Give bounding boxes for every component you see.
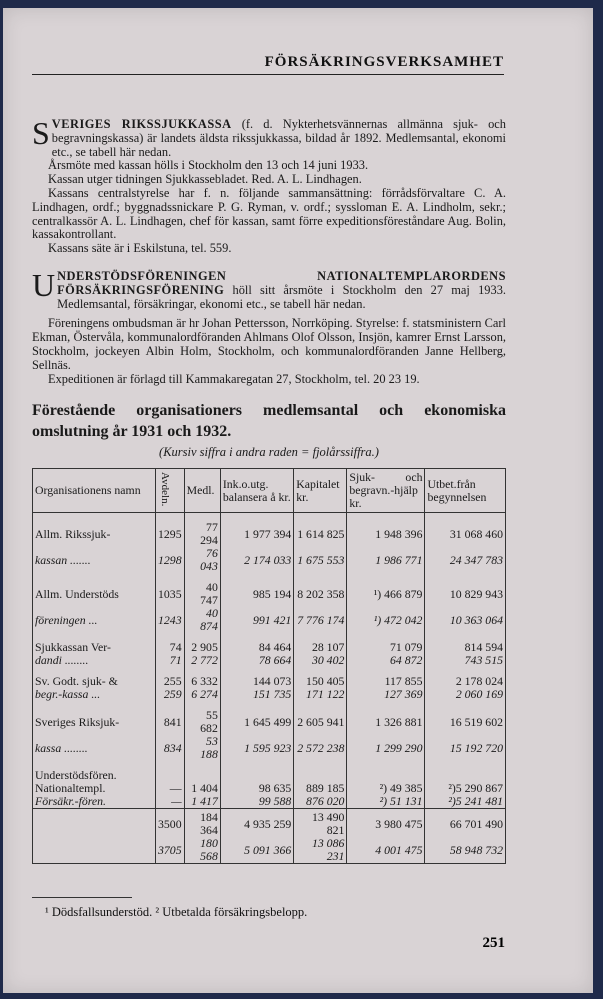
table-cell: 259 — [156, 688, 185, 701]
table-cell: 10 829 943 — [425, 573, 506, 607]
table-cell — [33, 809, 156, 838]
col-header: Medl. — [184, 469, 220, 513]
table-cell: 10 363 064 — [425, 607, 506, 633]
table-cell: 889 185 — [294, 782, 347, 795]
table-cell: 184 364 — [184, 809, 220, 838]
table-cell — [220, 761, 293, 782]
table-cell: 127 369 — [347, 688, 425, 701]
table-cell: 2 572 238 — [294, 735, 347, 761]
table-cell: 1 326 881 — [347, 701, 425, 735]
table-row — [33, 654, 506, 667]
table-cell: 16 519 602 — [425, 701, 506, 735]
table-cell: 151 735 — [220, 688, 293, 701]
table-cell: 58 948 732 — [425, 837, 506, 864]
table-cell: 814 594 — [425, 633, 506, 654]
table-cell: 1 404 — [184, 782, 220, 795]
table-row — [33, 761, 506, 782]
section1-p5: Kassans säte är i Eskilstuna, tel. 559. — [48, 241, 232, 256]
table-cell: 24 347 783 — [425, 547, 506, 573]
table-cell: 1 645 499 — [220, 701, 293, 735]
section2-text: höll sitt årsmöte i Stockholm den 27 maj 1933. Medlemsantal, försäkringar, ekonomi etc., se tabell här nedan. — [57, 282, 506, 311]
table-cell: 1 675 553 — [294, 547, 347, 573]
table-row — [33, 633, 506, 654]
section1-p2: Årsmöte med kassan hölls i Stockholm den 13 och 14 juni 1933. — [48, 158, 369, 173]
table-cell: kassan ....... — [33, 547, 156, 573]
table-cell: 30 402 — [294, 654, 347, 667]
table-cell: dandi ........ — [33, 654, 156, 667]
table-cell: 117 855 — [347, 667, 425, 688]
table-cell: 99 588 — [220, 795, 293, 809]
table-cell: 13 086 231 — [294, 837, 347, 864]
total-row — [33, 809, 506, 838]
table-row — [33, 688, 506, 701]
table-cell — [294, 761, 347, 782]
table-cell: 76 043 — [184, 547, 220, 573]
section2-heading: NDERSTÖDSFÖRENINGEN NATIONALTEMPLARORDENS FÖRSÄKRINGSFÖRENING — [57, 268, 506, 297]
table-cell: 144 073 — [220, 667, 293, 688]
table-cell: 991 421 — [220, 607, 293, 633]
footnotes: ¹ Dödsfallsunderstöd. ² Utbetalda försäkringsbelopp. — [45, 905, 308, 919]
total-row — [33, 837, 506, 864]
table-cell: 31 068 460 — [425, 513, 506, 548]
table-cell: 77 294 — [184, 513, 220, 548]
table-cell: 40 747 — [184, 573, 220, 607]
header-title: FÖRSÄKRINGSVERKSAMHET — [264, 54, 504, 70]
table-cell: Allm. Rikssjuk- — [33, 513, 156, 548]
table-cell: Sveriges Riksjuk- — [33, 701, 156, 735]
table-cell — [33, 837, 156, 864]
table-cell: 2 772 — [184, 654, 220, 667]
table-cell: 4 935 259 — [220, 809, 293, 838]
table-cell: 171 122 — [294, 688, 347, 701]
table-cell: 7 776 174 — [294, 607, 347, 633]
table-cell: 3500 — [156, 809, 185, 838]
table-cell: Försäkr.-fören. — [33, 795, 156, 809]
table-cell: 1 986 771 — [347, 547, 425, 573]
table-cell: 4 001 475 — [347, 837, 425, 864]
table-cell: 55 682 — [184, 701, 220, 735]
table-row — [33, 701, 506, 735]
table-cell: 15 192 720 — [425, 735, 506, 761]
table-cell: 5 091 366 — [220, 837, 293, 864]
table-cell: 98 635 — [220, 782, 293, 795]
table-cell: ¹) 466 879 — [347, 573, 425, 607]
table-cell: 180 568 — [184, 837, 220, 864]
section2-p2: Föreningens ombudsman är hr Johan Pettersson, Norrköping. Styrelse: f. statsministern Carl Ekman, Östervåla, kommunalordföranden Ahlmans Olof Olsson, Insjön, kamrer Ernst Larsson, Stockholm, jockeyen Albin Holm, Stockholm, och kommunalordföranden Janne Hellberg, Sellnäs. — [32, 316, 506, 372]
table-cell: 2 060 169 — [425, 688, 506, 701]
table-cell: — — [156, 795, 185, 809]
col-header: Sjuk- och begravn.-hjälp kr. — [347, 469, 425, 513]
table-cell: 2 174 033 — [220, 547, 293, 573]
table-cell: ¹) 472 042 — [347, 607, 425, 633]
table-cell: begr.-kassa ... — [33, 688, 156, 701]
table-row — [33, 547, 506, 573]
section1-p3: Kassan utger tidningen Sjukkassebladet. Red. A. L. Lindhagen. — [48, 172, 362, 187]
table-cell: 1 977 394 — [220, 513, 293, 548]
table-cell: 1035 — [156, 573, 185, 607]
statistics-table — [32, 468, 506, 864]
footnote-rule — [32, 897, 132, 898]
table-row — [33, 735, 506, 761]
table-cell: 1 299 290 — [347, 735, 425, 761]
table-cell: Sv. Godt. sjuk- & — [33, 667, 156, 688]
drop-cap-2: U — [32, 266, 56, 303]
table-cell: Understödsfören. — [33, 761, 156, 782]
table-cell: 1 948 396 — [347, 513, 425, 548]
table-body — [33, 513, 506, 864]
running-header — [32, 54, 504, 75]
section1-heading: VERIGES RIKSSJUKKASSA — [51, 117, 232, 131]
table-cell: 28 107 — [294, 633, 347, 654]
table-row — [33, 513, 506, 548]
table-cell: Nationaltempl. — [33, 782, 156, 795]
table-cell: 1 417 — [184, 795, 220, 809]
table-row — [33, 573, 506, 607]
table-cell: 1243 — [156, 607, 185, 633]
table-cell: 3705 — [156, 837, 185, 864]
table-cell: ²) 51 131 — [347, 795, 425, 809]
table-cell: 841 — [156, 701, 185, 735]
table-cell: 985 194 — [220, 573, 293, 607]
page-number: 251 — [482, 935, 505, 951]
col-header: Kapitalet kr. — [294, 469, 347, 513]
table-cell: 255 — [156, 667, 185, 688]
table-cell: 8 202 358 — [294, 573, 347, 607]
table-cell: 64 872 — [347, 654, 425, 667]
table-cell: 6 274 — [184, 688, 220, 701]
main-text — [32, 115, 506, 864]
table-cell: föreningen ... — [33, 607, 156, 633]
table-cell: 78 664 — [220, 654, 293, 667]
col-header: Ink.o.utg. balansera å kr. — [220, 469, 293, 513]
table-cell: 2 605 941 — [294, 701, 347, 735]
section1-p4: Kassans centralstyrelse har f. n. följande sammansättning: förrådsförvaltare C. A. Lindhagen, ordf.; byggnadssnickare P. G. Ryman, v. ordf.; syssloman E. A. Lindholm, sekr.; centralkassör A. L. Lindhagen, chef för kassan, samt förre expeditionsföreståndare Aug. Bolin, kassakontrollant. — [32, 185, 506, 242]
table-cell: 1 595 923 — [220, 735, 293, 761]
table-cell: 53 188 — [184, 735, 220, 761]
table-cell: 6 332 — [184, 667, 220, 688]
table-cell: kassa ........ — [33, 735, 156, 761]
table-header-row — [33, 469, 506, 513]
table-cell: 3 980 475 — [347, 809, 425, 838]
table-cell — [347, 761, 425, 782]
table-cell: 71 079 — [347, 633, 425, 654]
table-cell: 1295 — [156, 513, 185, 548]
table-cell: 2 178 024 — [425, 667, 506, 688]
table-subtitle: (Kursiv siffra i andra raden = fjolårssiffra.) — [159, 445, 379, 460]
table-cell — [425, 761, 506, 782]
table-cell: ²) 49 385 — [347, 782, 425, 795]
table-cell: 1298 — [156, 547, 185, 573]
table-cell: 71 — [156, 654, 185, 667]
section2-p1 — [32, 266, 506, 311]
section1-p1 — [32, 115, 506, 159]
table-cell: Sjukkassan Ver- — [33, 633, 156, 654]
table-cell — [156, 761, 185, 782]
col-header-vertical: Avdeln. — [159, 471, 171, 507]
table-cell: ²)5 290 867 — [425, 782, 506, 795]
table-cell: 13 490 821 — [294, 809, 347, 838]
section1-text: (f. d. Nykterhetsvännernas allmänna sjuk- och begravningskassa) är landets äldsta rikssjukkassa, bildad år 1892. Medlemsantal, ekonomi etc., se tabell här nedan. — [51, 117, 506, 159]
col-header — [156, 469, 185, 513]
table-cell: — — [156, 782, 185, 795]
table-cell: 150 405 — [294, 667, 347, 688]
table-cell: 74 — [156, 633, 185, 654]
table-cell: 834 — [156, 735, 185, 761]
table-cell — [184, 761, 220, 782]
table-cell: 743 515 — [425, 654, 506, 667]
section2-p3: Expeditionen är förlagd till Kammakaregatan 27, Stockholm, tel. 20 23 19. — [48, 371, 420, 386]
table-cell: 40 874 — [184, 607, 220, 633]
table-cell: 876 020 — [294, 795, 347, 809]
table-row — [33, 667, 506, 688]
col-header: Utbet.från begynnelsen — [425, 469, 506, 513]
table-row — [33, 607, 506, 633]
table-cell: Allm. Understöds — [33, 573, 156, 607]
table-row — [33, 795, 506, 809]
drop-cap: S — [32, 115, 50, 151]
table-title: Förestående organisationers medlemsantal och ekonomiska omslutning år 1931 och 1932. — [32, 402, 506, 441]
table-cell: 66 701 490 — [425, 809, 506, 838]
table-cell: 1 614 825 — [294, 513, 347, 548]
table-cell: 84 464 — [220, 633, 293, 654]
table-cell: 2 905 — [184, 633, 220, 654]
col-header: Organisationens namn — [33, 469, 156, 513]
table-cell: ²)5 241 481 — [425, 795, 506, 809]
